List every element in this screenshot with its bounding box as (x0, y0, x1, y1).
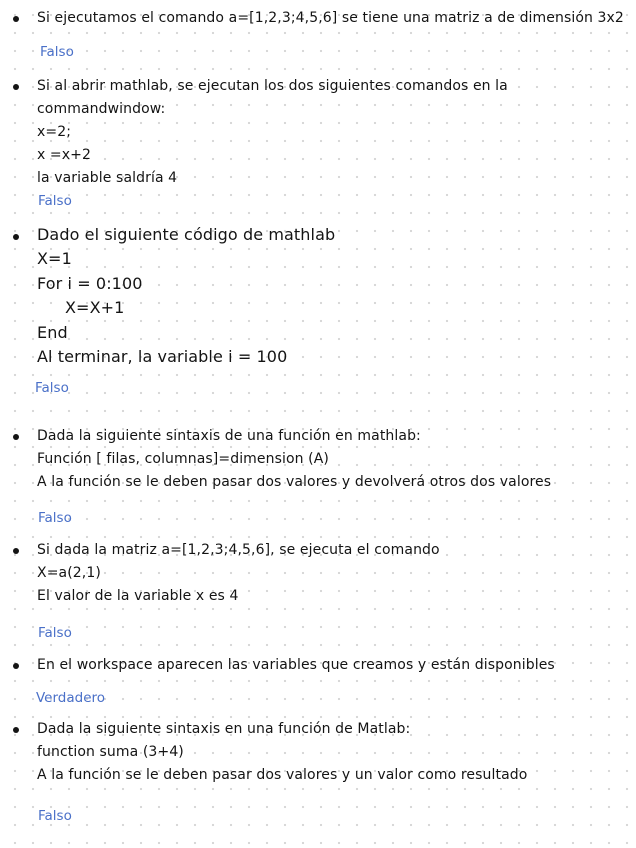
bullet-icon (13, 548, 19, 554)
bullet-icon (13, 727, 19, 733)
question-line: x =x+2 (37, 147, 91, 163)
bullet-icon (13, 16, 19, 22)
question-line: la variable saldría 4 (37, 170, 178, 186)
question-line: A la función se le deben pasar dos valores y devolverá otros dos valores (37, 474, 552, 490)
question-line: Si dada la matriz a=[1,2,3;4,5,6], se ejecuta el comando (37, 542, 440, 558)
question-line: El valor de la variable x es 4 (37, 588, 239, 604)
question-line: Si al abrir mathlab, se ejecutan los dos siguientes comandos en la (37, 78, 508, 94)
question-line: Al terminar, la variable i = 100 (37, 347, 288, 366)
bullet-icon (13, 84, 19, 90)
answer-label: Falso (38, 510, 72, 526)
answer-label: Falso (38, 625, 72, 641)
question-line: Dado el siguiente código de mathlab (37, 225, 336, 244)
answer-label: Falso (35, 380, 69, 396)
answer-label: Falso (40, 44, 74, 60)
question-line: A la función se le deben pasar dos valores y un valor como resultado (37, 767, 528, 783)
answer-label: Falso (38, 193, 72, 209)
answer-label: Falso (38, 808, 72, 824)
question-line: commandwindow: (37, 101, 166, 117)
question-line: Si ejecutamos el comando a=[1,2,3;4,5,6] se tiene una matriz a de dimensión 3x2 (37, 10, 624, 26)
question-line: End (37, 323, 68, 342)
question-line: En el workspace aparecen las variables que creamos y están disponibles (37, 657, 555, 673)
answer-label: Verdadero (36, 690, 106, 706)
question-line: function suma (3+4) (37, 744, 184, 760)
question-line: Función [ filas, columnas]=dimension (A) (37, 451, 329, 467)
question-line: For i = 0:100 (37, 274, 143, 293)
question-line: x=2; (37, 124, 72, 140)
bullet-icon (13, 434, 19, 440)
bullet-icon (13, 663, 19, 669)
question-line: Dada la siguiente sintaxis en una función de Matlab: (37, 721, 411, 737)
question-line: X=a(2,1) (37, 565, 101, 581)
question-line: X=X+1 (65, 298, 125, 317)
question-line: Dada la siguiente sintaxis de una función en mathlab: (37, 428, 421, 444)
bullet-icon (13, 234, 19, 240)
question-line: X=1 (37, 249, 72, 268)
